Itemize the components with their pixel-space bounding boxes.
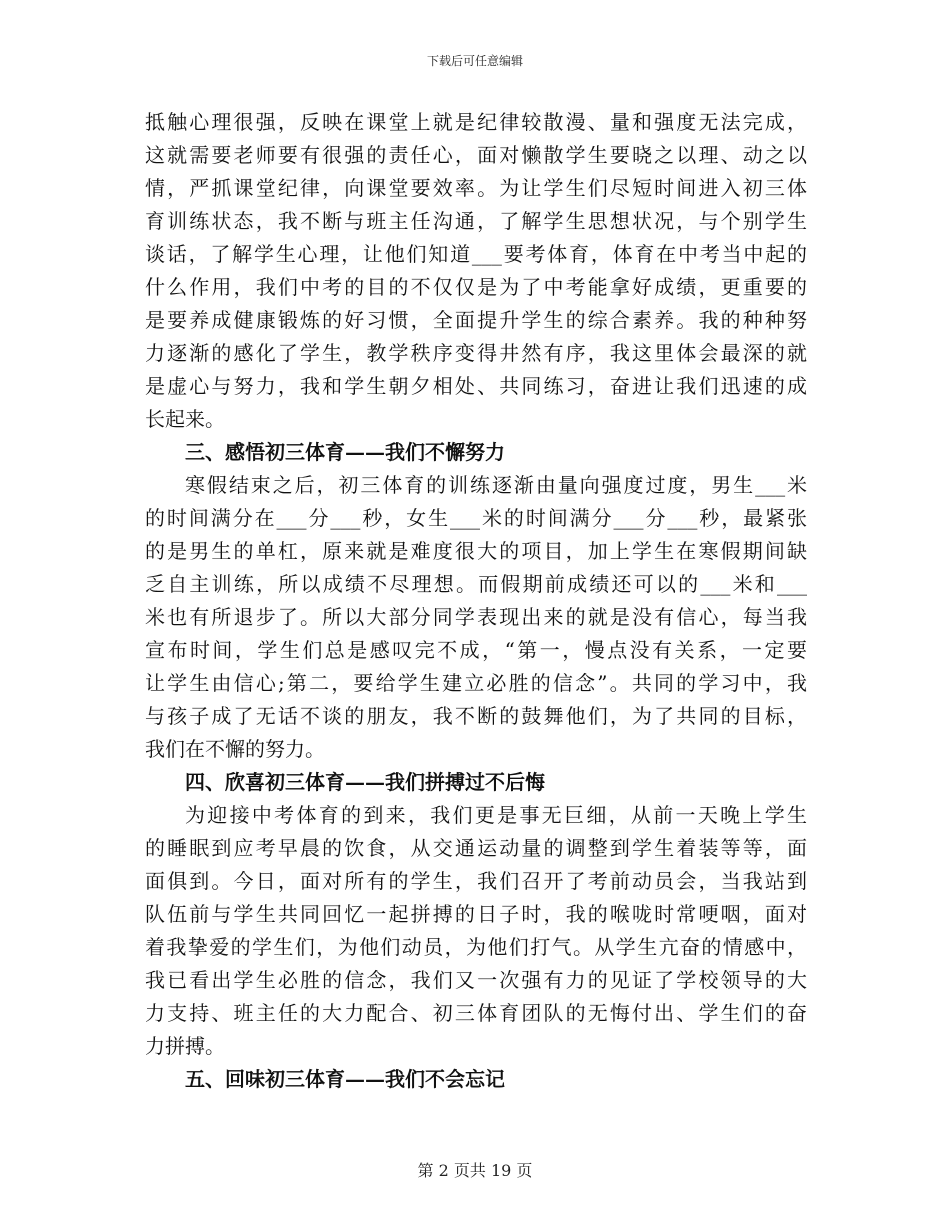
text-line: 谈话，了解学生心理，让他们知道___要考体育，体育在中考当中起的 (145, 242, 807, 266)
text-line: 是要养成健康锻炼的好习惯，全面提升学生的综合素养。我的种种努 (145, 308, 807, 332)
text-line: 情，严抓课堂纪律，向课堂要效率。为让学生们尽短时间进入初三体 (145, 176, 807, 200)
text-line: 抵触心理很强，反映在课堂上就是纪律较散漫、量和强度无法完成， (145, 110, 807, 134)
text-line: 的时间满分在___分___秒，女生___米的时间满分___分___秒，最紧张 (145, 506, 807, 530)
text-line: 乏自主训练，所以成绩不尽理想。而假期前成绩还可以的___米和___ (145, 572, 807, 596)
text-line: 这就需要老师要有很强的责任心，面对懒散学生要晓之以理、动之以 (145, 143, 807, 167)
text-line: 着我挚爱的学生们，为他们动员，为他们打气。从学生亢奋的情感中， (145, 935, 807, 959)
page-header: 下载后可任意编辑 (426, 54, 523, 68)
text-line: 米也有所退步了。所以大部分同学表现出来的就是没有信心，每当我 (145, 605, 807, 629)
text-line: 的睡眠到应考早晨的饮食，从交通运动量的调整到学生着装等等，面 (145, 836, 807, 860)
text-line: 面俱到。今日，面对所有的学生，我们召开了考前动员会，当我站到 (145, 869, 807, 893)
section-heading: 五、回味初三体育——我们不会忘记 (185, 1067, 505, 1091)
text-line: 的是男生的单杠，原来就是难度很大的项目，加上学生在寒假期间缺 (145, 539, 807, 563)
section-heading: 三、感悟初三体育——我们不懈努力 (185, 440, 505, 464)
text-line: 力逐渐的感化了学生，教学秩序变得井然有序，我这里体会最深的就 (145, 341, 807, 365)
text-line: 为迎接中考体育的到来，我们更是事无巨细，从前一天晚上学生 (185, 803, 807, 827)
text-line: 我已看出学生必胜的信念，我们又一次强有力的见证了学校领导的大 (145, 968, 807, 992)
text-line: 宣布时间，学生们总是感叹完不成，“第一，慢点没有关系，一定要 (145, 638, 807, 662)
document-body (145, 106, 807, 1096)
text-line: 长起来。 (145, 407, 225, 431)
text-line: 力拼搏。 (145, 1034, 225, 1058)
text-line: 与孩子成了无话不谈的朋友，我不断的鼓舞他们，为了共同的目标， (145, 704, 807, 728)
text-line: 是虚心与努力，我和学生朝夕相处、共同练习，奋进让我们迅速的成 (145, 374, 807, 398)
paragraph (145, 106, 807, 436)
text-line: 寒假结束之后，初三体育的训练逐渐由量向强度过度，男生___米 (185, 473, 807, 497)
text-line: 育训练状态，我不断与班主任沟通，了解学生思想状况，与个别学生 (145, 209, 807, 233)
text-line: 队伍前与学生共同回忆一起拼搏的日子时，我的喉咙时常哽咽，面对 (145, 902, 807, 926)
text-line: 力支持、班主任的大力配合、初三体育团队的无悔付出、学生们的奋 (145, 1001, 807, 1025)
text-line: 我们在不懈的努力。 (145, 737, 325, 761)
page-footer: 第 2 页共 19 页 (417, 1161, 533, 1180)
section-heading: 四、欣喜初三体育——我们拼搏过不后悔 (185, 770, 545, 794)
text-line: 让学生由信心;第二，要给学生建立必胜的信念”。共同的学习中，我 (145, 671, 807, 695)
text-line: 什么作用，我们中考的目的不仅仅是为了中考能拿好成绩，更重要的 (145, 275, 807, 299)
paragraph (145, 469, 807, 766)
paragraph (145, 799, 807, 1063)
